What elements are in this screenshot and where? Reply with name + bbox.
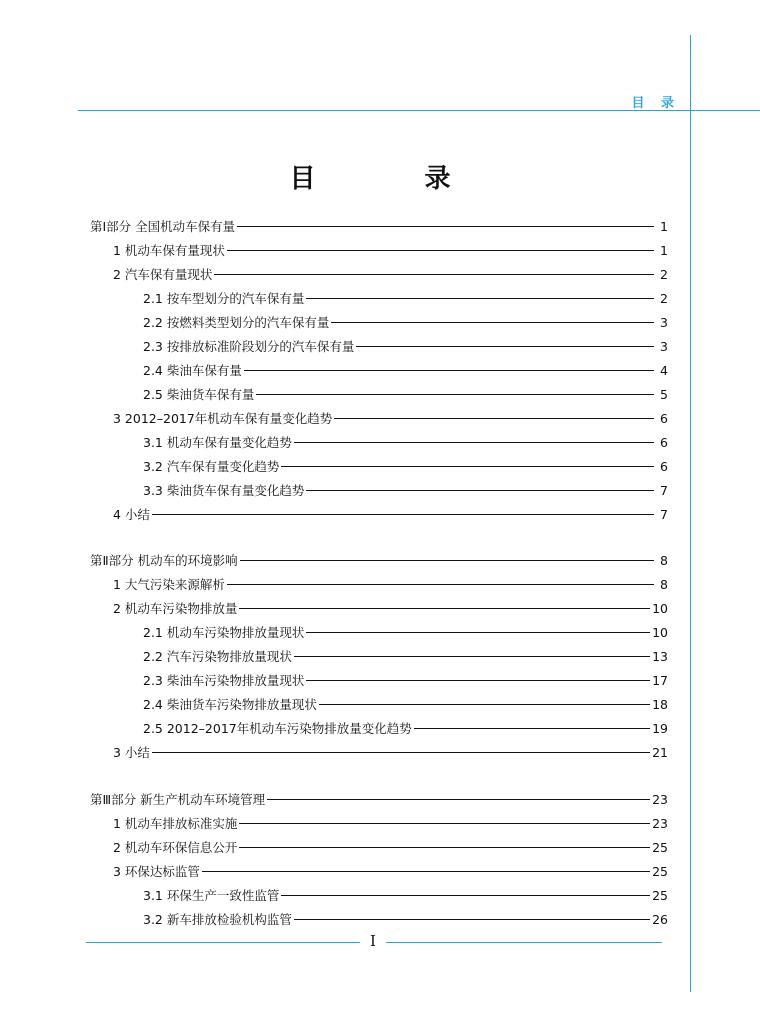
leader-line	[306, 632, 650, 633]
toc-entry[interactable]	[113, 743, 668, 761]
toc-entry-page: 2	[660, 290, 668, 306]
leader-line	[256, 394, 654, 395]
toc-entry-page: 8	[660, 552, 668, 568]
toc-entry[interactable]	[143, 433, 668, 451]
toc-entry[interactable]	[143, 481, 668, 499]
leader-line	[306, 490, 654, 491]
toc-entry[interactable]	[143, 313, 668, 331]
toc-entry-label: 3.2 汽车保有量变化趋势	[143, 459, 280, 474]
toc-entry-label: 2.1 按车型划分的汽车保有量	[143, 291, 305, 306]
toc-entry[interactable]	[143, 337, 668, 355]
toc-entry-label: 3.1 机动车保有量变化趋势	[143, 435, 292, 450]
toc-entry[interactable]	[143, 719, 668, 737]
leader-line	[214, 274, 654, 275]
toc-entry-page: 10	[652, 624, 668, 640]
toc-part-2[interactable]	[90, 551, 668, 569]
toc-entry-page: 7	[660, 506, 668, 522]
toc-entry-page: 1	[660, 218, 668, 234]
leader-line	[227, 250, 654, 251]
toc-entry-page: 25	[652, 863, 668, 879]
toc-entry-label: 3.1 环保生产一致性监管	[143, 888, 280, 903]
toc-entry-page: 6	[660, 458, 668, 474]
toc-entry[interactable]	[143, 289, 668, 307]
toc-entry-page: 19	[652, 720, 668, 736]
leader-line	[227, 584, 654, 585]
toc-entry-page: 25	[652, 887, 668, 903]
toc-entry[interactable]	[143, 361, 668, 379]
toc-entry-label: 2.2 按燃料类型划分的汽车保有量	[143, 315, 330, 330]
toc-entry-page: 10	[652, 600, 668, 616]
toc-entry-page: 17	[652, 672, 668, 688]
toc-entry-page: 7	[660, 482, 668, 498]
toc-entry-label: 2.4 柴油货车污染物排放量现状	[143, 697, 317, 712]
toc-entry-page: 3	[660, 338, 668, 354]
toc-entry[interactable]	[113, 409, 668, 427]
page-title: 目 录	[289, 164, 501, 194]
leader-line	[239, 847, 650, 848]
toc-entry[interactable]	[143, 695, 668, 713]
toc-entry[interactable]	[143, 623, 668, 641]
toc-entry-page: 3	[660, 314, 668, 330]
toc-entry[interactable]	[113, 838, 668, 856]
toc-entry[interactable]	[143, 647, 668, 665]
toc-entry-page: 13	[652, 648, 668, 664]
toc-entry-page: 2	[660, 266, 668, 282]
toc-entry-label: 1 机动车保有量现状	[113, 243, 225, 258]
leader-line	[237, 226, 654, 227]
toc-entry[interactable]	[113, 862, 668, 880]
toc-entry-page: 6	[660, 410, 668, 426]
toc-entry-label: 3 小结	[113, 745, 150, 760]
toc-entry[interactable]	[143, 910, 668, 928]
leader-line	[267, 799, 650, 800]
toc-entry-label: 3 环保达标监管	[113, 864, 200, 879]
leader-line	[239, 823, 650, 824]
footer-rule-left	[86, 942, 360, 943]
toc-entry-page: 23	[652, 791, 668, 807]
leader-line	[306, 298, 654, 299]
toc-entry-page: 4	[660, 362, 668, 378]
toc-entry-label: 2.5 2012–2017年机动车污染物排放量变化趋势	[143, 721, 412, 736]
toc-entry-label: 第Ⅱ部分 机动车的环境影响	[90, 553, 238, 568]
toc-part-3[interactable]	[90, 790, 668, 808]
toc-entry-label: 2.4 柴油车保有量	[143, 363, 242, 378]
leader-line	[239, 608, 650, 609]
running-header: 目 录	[631, 96, 680, 111]
leader-line	[202, 871, 650, 872]
toc-entry[interactable]	[113, 241, 668, 259]
toc-entry[interactable]	[113, 505, 668, 523]
toc-entry-label: 3.3 柴油货车保有量变化趋势	[143, 483, 305, 498]
leader-line	[356, 346, 654, 347]
toc-entry-page: 1	[660, 242, 668, 258]
toc-part-1[interactable]	[90, 217, 668, 235]
toc-entry-page: 5	[660, 386, 668, 402]
toc-entry-label: 2.2 汽车污染物排放量现状	[143, 649, 292, 664]
toc-entry-page: 8	[660, 576, 668, 592]
toc-entry[interactable]	[113, 599, 668, 617]
toc-entry[interactable]	[113, 575, 668, 593]
leader-line	[240, 560, 654, 561]
toc-entry-label: 1 机动车排放标准实施	[113, 816, 238, 831]
toc-entry-label: 2 机动车污染物排放量	[113, 601, 238, 616]
toc-entry-label: 2.3 柴油车污染物排放量现状	[143, 673, 305, 688]
toc-entry-label: 4 小结	[113, 507, 150, 522]
leader-line	[152, 514, 654, 515]
footer-rule-right	[386, 942, 662, 943]
toc-entry[interactable]	[143, 886, 668, 904]
toc-entry-label: 3.2 新车排放检验机构监管	[143, 912, 292, 927]
leader-line	[294, 656, 650, 657]
leader-line	[152, 752, 650, 753]
leader-line	[244, 370, 654, 371]
toc-entry-label: 第Ⅰ部分 全国机动车保有量	[90, 219, 236, 234]
toc-entry-page: 23	[652, 815, 668, 831]
toc-entry-label: 2 汽车保有量现状	[113, 267, 213, 282]
toc-entry-page: 25	[652, 839, 668, 855]
toc-entry-page: 18	[652, 696, 668, 712]
toc-entry[interactable]	[143, 457, 668, 475]
leader-line	[294, 919, 650, 920]
leader-line	[334, 418, 654, 419]
leader-line	[331, 322, 654, 323]
toc-entry-page: 6	[660, 434, 668, 450]
toc-entry-label: 第Ⅲ部分 新生产机动车环境管理	[90, 792, 266, 807]
leader-line	[281, 895, 650, 896]
toc-entry[interactable]	[113, 265, 668, 283]
toc-entry-page: 26	[652, 911, 668, 927]
toc-entry-page: 21	[652, 744, 668, 760]
leader-line	[294, 442, 654, 443]
leader-line	[319, 704, 650, 705]
leader-line	[281, 466, 654, 467]
leader-line	[306, 680, 650, 681]
toc-entry-label: 3 2012–2017年机动车保有量变化趋势	[113, 411, 333, 426]
toc-entry[interactable]	[113, 814, 668, 832]
toc-entry-label: 2 机动车环保信息公开	[113, 840, 238, 855]
page-number: I	[370, 932, 376, 950]
toc-entry-label: 1 大气污染来源解析	[113, 577, 225, 592]
toc-entry-label: 2.3 按排放标准阶段划分的汽车保有量	[143, 339, 355, 354]
leader-line	[414, 728, 650, 729]
toc-entry-label: 2.5 柴油货车保有量	[143, 387, 255, 402]
toc-entry[interactable]	[143, 385, 668, 403]
toc-entry-label: 2.1 机动车污染物排放量现状	[143, 625, 305, 640]
toc-entry[interactable]	[143, 671, 668, 689]
